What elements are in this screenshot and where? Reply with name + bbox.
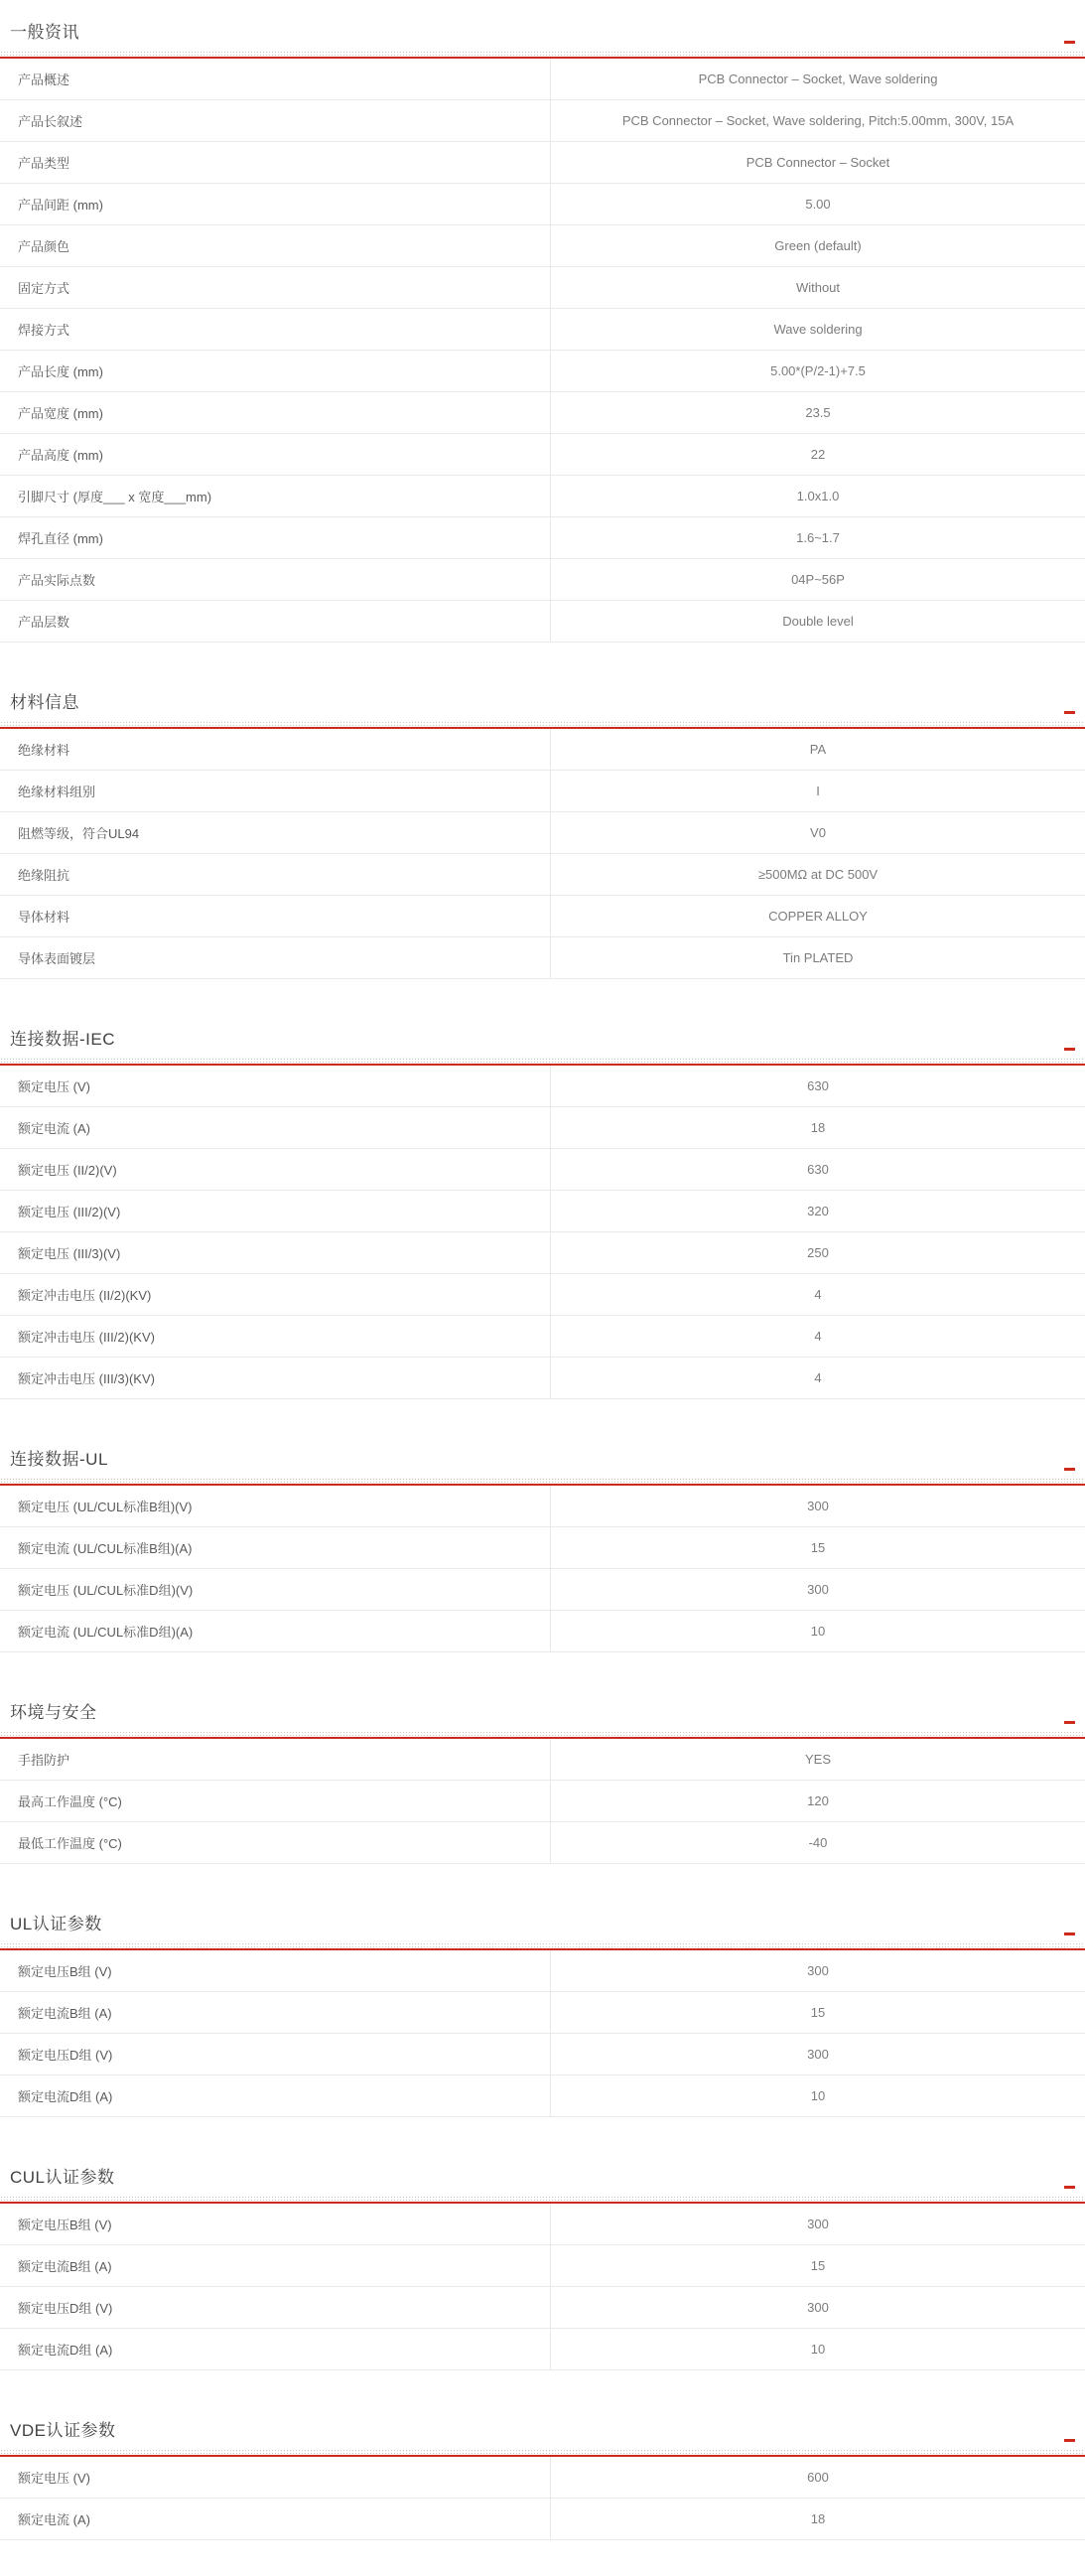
spec-value: 600	[551, 2457, 1085, 2499]
collapse-minus-icon[interactable]	[1064, 2439, 1075, 2442]
spec-row	[0, 771, 1085, 812]
section-header	[0, 22, 1085, 50]
spec-row	[0, 1274, 1085, 1316]
spec-value: 15	[551, 1992, 1085, 2034]
spec-value: 10	[551, 2329, 1085, 2370]
collapse-minus-icon[interactable]	[1064, 1932, 1075, 1935]
spec-row	[0, 937, 1085, 979]
section-header	[0, 1914, 1085, 1941]
spec-row	[0, 729, 1085, 771]
spec-label: 额定电压D组 (V)	[0, 2034, 551, 2075]
spec-value: Without	[551, 267, 1085, 309]
spec-row	[0, 1107, 1085, 1149]
spec-value: 4	[551, 1274, 1085, 1316]
section-rule	[0, 1730, 1085, 1739]
spec-value: 10	[551, 1611, 1085, 1652]
spec-row	[0, 2287, 1085, 2329]
spec-value: Wave soldering	[551, 309, 1085, 351]
spec-value: 1.6~1.7	[551, 517, 1085, 559]
collapse-minus-icon[interactable]	[1064, 711, 1075, 714]
section-title: VDE认证参数	[10, 2420, 1085, 2442]
spec-label: 额定电压 (V)	[0, 2457, 551, 2499]
collapse-minus-icon[interactable]	[1064, 1468, 1075, 1471]
spec-label: 额定电压 (UL/CUL标准D组)(V)	[0, 1569, 551, 1611]
spec-value: Green (default)	[551, 225, 1085, 267]
spec-table	[0, 729, 1085, 979]
spec-label: 额定冲击电压 (III/3)(KV)	[0, 1358, 551, 1399]
spec-row	[0, 2245, 1085, 2287]
spec-row	[0, 2329, 1085, 2370]
spec-value: PCB Connector – Socket	[551, 142, 1085, 184]
spec-row	[0, 896, 1085, 937]
section-material-info	[0, 692, 1085, 979]
spec-value: 4	[551, 1358, 1085, 1399]
spec-row	[0, 1358, 1085, 1399]
spec-value: 18	[551, 1107, 1085, 1149]
section-header	[0, 2167, 1085, 2195]
spec-label: 产品高度 (mm)	[0, 434, 551, 476]
section-rule	[0, 1477, 1085, 1486]
spec-label: 额定电流D组 (A)	[0, 2075, 551, 2117]
spec-label: 固定方式	[0, 267, 551, 309]
collapse-minus-icon[interactable]	[1064, 1048, 1075, 1051]
spec-value: 300	[551, 1569, 1085, 1611]
spec-row	[0, 184, 1085, 225]
spec-row	[0, 559, 1085, 601]
spec-label: 额定电压B组 (V)	[0, 2204, 551, 2245]
spec-row	[0, 100, 1085, 142]
spec-label: 额定电流 (UL/CUL标准D组)(A)	[0, 1611, 551, 1652]
spec-row	[0, 854, 1085, 896]
spec-value: V0	[551, 812, 1085, 854]
spec-value: YES	[551, 1739, 1085, 1781]
spec-row	[0, 59, 1085, 100]
spec-value: ≥500MΩ at DC 500V	[551, 854, 1085, 896]
spec-value: 250	[551, 1232, 1085, 1274]
spec-table	[0, 1739, 1085, 1864]
spec-label: 额定电压B组 (V)	[0, 1950, 551, 1992]
collapse-minus-icon[interactable]	[1064, 41, 1075, 44]
spec-label: 产品间距 (mm)	[0, 184, 551, 225]
section-rule	[0, 1941, 1085, 1950]
spec-row	[0, 1527, 1085, 1569]
spec-value: 15	[551, 1527, 1085, 1569]
section-header	[0, 692, 1085, 720]
spec-row	[0, 434, 1085, 476]
spec-label: 焊接方式	[0, 309, 551, 351]
spec-row	[0, 2075, 1085, 2117]
spec-row	[0, 2034, 1085, 2075]
section-vde-certification	[0, 2420, 1085, 2540]
spec-row	[0, 1822, 1085, 1864]
spec-value: -40	[551, 1822, 1085, 1864]
spec-row	[0, 309, 1085, 351]
spec-label: 产品长度 (mm)	[0, 351, 551, 392]
section-cul-certification	[0, 2167, 1085, 2370]
section-header	[0, 1702, 1085, 1730]
section-rule	[0, 2195, 1085, 2204]
spec-label: 额定电流B组 (A)	[0, 1992, 551, 2034]
spec-row	[0, 1191, 1085, 1232]
spec-value: PCB Connector – Socket, Wave soldering, Pitch:5.00mm, 300V, 15A	[551, 100, 1085, 142]
spec-value: 4	[551, 1316, 1085, 1358]
spec-table	[0, 1486, 1085, 1652]
spec-value: 22	[551, 434, 1085, 476]
spec-label: 额定电流 (A)	[0, 2499, 551, 2540]
spec-label: 最低工作温度 (°C)	[0, 1822, 551, 1864]
spec-value: 630	[551, 1066, 1085, 1107]
spec-label: 引脚尺寸 (厚度___ x 宽度___mm)	[0, 476, 551, 517]
section-ul-certification	[0, 1914, 1085, 2117]
spec-row	[0, 1781, 1085, 1822]
spec-row	[0, 1569, 1085, 1611]
spec-value: I	[551, 771, 1085, 812]
spec-label: 手指防护	[0, 1739, 551, 1781]
spec-value: 10	[551, 2075, 1085, 2117]
spec-value: 15	[551, 2245, 1085, 2287]
spec-label: 额定电流D组 (A)	[0, 2329, 551, 2370]
spec-label: 绝缘阻抗	[0, 854, 551, 896]
section-connection-data-ul	[0, 1449, 1085, 1652]
spec-value: Tin PLATED	[551, 937, 1085, 979]
collapse-minus-icon[interactable]	[1064, 1721, 1075, 1724]
spec-row	[0, 142, 1085, 184]
spec-table	[0, 1950, 1085, 2117]
section-title: 材料信息	[10, 692, 1085, 714]
section-title: 连接数据-IEC	[10, 1029, 1085, 1051]
spec-row	[0, 2204, 1085, 2245]
spec-row	[0, 267, 1085, 309]
spec-label: 焊孔直径 (mm)	[0, 517, 551, 559]
spec-label: 阻燃等级，符合UL94	[0, 812, 551, 854]
spec-label: 产品宽度 (mm)	[0, 392, 551, 434]
spec-label: 额定冲击电压 (III/2)(KV)	[0, 1316, 551, 1358]
spec-row	[0, 351, 1085, 392]
spec-label: 额定电压 (UL/CUL标准B组)(V)	[0, 1486, 551, 1527]
spec-value: 300	[551, 2034, 1085, 2075]
spec-value: 1.0x1.0	[551, 476, 1085, 517]
collapse-minus-icon[interactable]	[1064, 2186, 1075, 2189]
spec-value: Double level	[551, 601, 1085, 643]
spec-label: 绝缘材料组别	[0, 771, 551, 812]
spec-row	[0, 1950, 1085, 1992]
spec-label: 额定电压 (III/3)(V)	[0, 1232, 551, 1274]
section-title: UL认证参数	[10, 1914, 1085, 1935]
spec-page	[0, 22, 1085, 2576]
spec-value: COPPER ALLOY	[551, 896, 1085, 937]
spec-row	[0, 1149, 1085, 1191]
spec-value: 320	[551, 1191, 1085, 1232]
spec-label: 额定电流 (UL/CUL标准B组)(A)	[0, 1527, 551, 1569]
section-title: 一般资讯	[10, 22, 1085, 44]
section-rule	[0, 2448, 1085, 2457]
spec-value: 120	[551, 1781, 1085, 1822]
spec-row	[0, 2457, 1085, 2499]
spec-value: 300	[551, 1950, 1085, 1992]
section-header	[0, 1029, 1085, 1057]
spec-label: 产品实际点数	[0, 559, 551, 601]
section-header	[0, 1449, 1085, 1477]
spec-row	[0, 1066, 1085, 1107]
spec-label: 产品长叙述	[0, 100, 551, 142]
section-connection-data-iec	[0, 1029, 1085, 1399]
spec-label: 额定冲击电压 (II/2)(KV)	[0, 1274, 551, 1316]
spec-label: 额定电压 (V)	[0, 1066, 551, 1107]
spec-value: 04P~56P	[551, 559, 1085, 601]
spec-value: 5.00	[551, 184, 1085, 225]
spec-table	[0, 1066, 1085, 1399]
spec-value: PCB Connector – Socket, Wave soldering	[551, 59, 1085, 100]
section-rule	[0, 1057, 1085, 1066]
spec-value: 630	[551, 1149, 1085, 1191]
spec-value: 18	[551, 2499, 1085, 2540]
spec-label: 产品概述	[0, 59, 551, 100]
spec-row	[0, 1232, 1085, 1274]
section-title: CUL认证参数	[10, 2167, 1085, 2189]
section-title: 连接数据-UL	[10, 1449, 1085, 1471]
section-title: 环境与安全	[10, 1702, 1085, 1724]
spec-value: 300	[551, 2287, 1085, 2329]
spec-label: 产品颜色	[0, 225, 551, 267]
spec-row	[0, 601, 1085, 643]
section-general-info	[0, 22, 1085, 643]
spec-value: PA	[551, 729, 1085, 771]
spec-row	[0, 1486, 1085, 1527]
spec-value: 300	[551, 2204, 1085, 2245]
section-header	[0, 2420, 1085, 2448]
spec-label: 产品类型	[0, 142, 551, 184]
spec-row	[0, 1316, 1085, 1358]
spec-label: 额定电压 (II/2)(V)	[0, 1149, 551, 1191]
spec-row	[0, 2499, 1085, 2540]
spec-value: 300	[551, 1486, 1085, 1527]
spec-row	[0, 1611, 1085, 1652]
spec-label: 最高工作温度 (°C)	[0, 1781, 551, 1822]
spec-row	[0, 476, 1085, 517]
spec-table	[0, 2204, 1085, 2370]
spec-row	[0, 225, 1085, 267]
spec-value: 23.5	[551, 392, 1085, 434]
spec-label: 额定电压D组 (V)	[0, 2287, 551, 2329]
spec-row	[0, 1992, 1085, 2034]
spec-row	[0, 1739, 1085, 1781]
spec-label: 导体表面镀层	[0, 937, 551, 979]
spec-row	[0, 392, 1085, 434]
spec-label: 额定电压 (III/2)(V)	[0, 1191, 551, 1232]
spec-label: 额定电流B组 (A)	[0, 2245, 551, 2287]
spec-label: 绝缘材料	[0, 729, 551, 771]
spec-value: 5.00*(P/2-1)+7.5	[551, 351, 1085, 392]
spec-table	[0, 2457, 1085, 2540]
section-environment-safety	[0, 1702, 1085, 1864]
spec-label: 产品层数	[0, 601, 551, 643]
spec-table	[0, 59, 1085, 643]
section-rule	[0, 50, 1085, 59]
section-rule	[0, 720, 1085, 729]
spec-label: 额定电流 (A)	[0, 1107, 551, 1149]
spec-row	[0, 517, 1085, 559]
spec-label: 导体材料	[0, 896, 551, 937]
spec-row	[0, 812, 1085, 854]
